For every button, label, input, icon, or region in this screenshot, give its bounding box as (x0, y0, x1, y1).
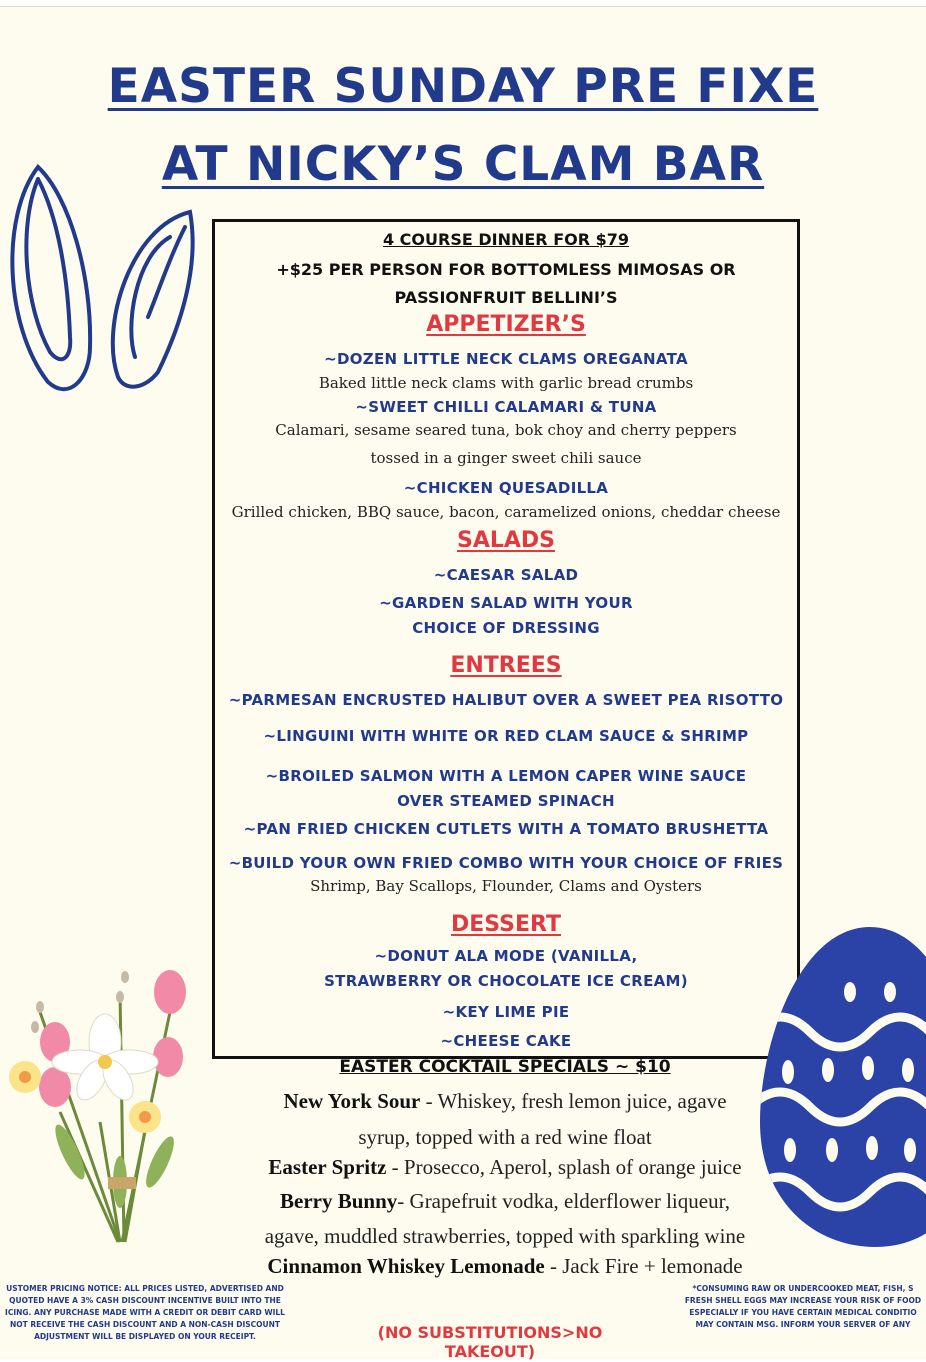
drinks-offer-line-2: PASSIONFRUIT BELLINI’S (394, 288, 618, 307)
pricing-notice-line: ADJUSTMENT WILL BE DISPLAYED ON YOUR RECEIPT. (34, 1332, 256, 1341)
entree-item-3-line-1: ~BROILED SALMON WITH A LEMON CAPER WINE SAUCE (265, 767, 747, 785)
dessert-heading: DESSERT (451, 912, 561, 937)
raw-food-warning (680, 1283, 926, 1331)
cocktail-desc: - Grapefruit vodka, elderflower liqueur, (397, 1189, 730, 1213)
drinks-offer-line-1: +$25 PER PERSON FOR BOTTOMLESS MIMOSAS OR (276, 260, 736, 279)
salad-item-1: ~CAESAR SALAD (433, 566, 579, 584)
raw-warning-line: FRESH SHELL EGGS MAY INCREASE YOUR RISK OF FOOD (684, 1296, 922, 1305)
dessert-item-2: ~KEY LIME PIE (442, 1003, 570, 1021)
dinner-price: 4 COURSE DINNER FOR $79 (382, 230, 630, 249)
cocktail-name: Cinnamon Whiskey Lemonade (267, 1254, 545, 1278)
entree-item-2: ~LINGUINI WITH WHITE OR RED CLAM SAUCE & SHRIMP (263, 727, 749, 745)
entree-item-1: ~PARMESAN ENCRUSTED HALIBUT OVER A SWEET PEA RISOTTO (228, 691, 784, 709)
no-substitutions-notice: (NO SUBSTITUTIONS>NO TAKEOUT) (377, 1323, 603, 1361)
pricing-notice-line: USTOMER PRICING NOTICE: ALL PRICES LISTED, ADVERTISED AND (6, 1284, 284, 1293)
raw-warning-line: *CONSUMING RAW OR UNDERCOOKED MEAT, FISH, S (692, 1284, 914, 1293)
pricing-notice-line: QUOTED HAVE A 3% CASH DISCOUNT INCENTIVE BUILT INTO THE (9, 1296, 281, 1305)
pricing-notice-line: ICING. ANY PURCHASE MADE WITH A CREDIT OR DEBIT CARD WILL (5, 1308, 285, 1317)
dessert-item-1-line-1: ~DONUT ALA MODE (VANILLA, (374, 947, 638, 965)
cocktail-cinnamon-lemonade (200, 1254, 810, 1279)
cocktail-name: Easter Spritz (268, 1155, 387, 1179)
cocktail-new-york-sour-desc-2: syrup, topped with a red wine float (358, 1125, 652, 1149)
bunny-ears-icon (0, 157, 220, 397)
cocktail-berry-bunny (200, 1189, 810, 1214)
appetizers-heading: APPETIZER’S (426, 312, 586, 337)
appetizer-item-1: ~DOZEN LITTLE NECK CLAMS OREGANATA (324, 350, 688, 368)
salads-heading: SALADS (456, 528, 556, 553)
entree-item-5: ~BUILD YOUR OWN FRIED COMBO WITH YOUR CHOICE OF FRIES (228, 854, 784, 872)
salad-item-2-line-1: ~GARDEN SALAD WITH YOUR (379, 594, 633, 612)
entree-item-3-line-2: OVER STEAMED SPINACH (397, 792, 615, 810)
flower-bouquet-icon (0, 952, 230, 1272)
appetizer-item-2-desc-1: Calamari, sesame seared tuna, bok choy and cherry peppers (275, 421, 737, 439)
cocktail-name: New York Sour (283, 1089, 421, 1113)
pricing-notice (0, 1283, 290, 1343)
entree-item-4: ~PAN FRIED CHICKEN CUTLETS WITH A TOMATO BRUSHETTA (243, 820, 769, 838)
title-line-1: EASTER SUNDAY PRE FIXE (107, 59, 819, 114)
dessert-item-3: ~CHEESE CAKE (440, 1032, 572, 1050)
menu-box (212, 219, 800, 1059)
cocktail-easter-spritz (200, 1155, 810, 1180)
entree-item-5-desc: Shrimp, Bay Scallops, Flounder, Clams and Oysters (310, 877, 702, 895)
pricing-notice-line: NOT RECEIVE THE CASH DISCOUNT AND A NON-CASH DISCOUNT (9, 1320, 281, 1329)
dessert-item-1-line-2: STRAWBERRY OR CHOCOLATE ICE CREAM) (324, 972, 688, 990)
menu-page (0, 6, 926, 1359)
raw-warning-line: MAY CONTAIN MSG. INFORM YOUR SERVER OF ANY (695, 1320, 911, 1329)
cocktail-new-york-sour (200, 1089, 810, 1114)
cocktail-name: Berry Bunny (280, 1189, 398, 1213)
cocktail-berry-bunny-desc-2: agave, muddled strawberries, topped with sparkling wine (264, 1224, 746, 1248)
title-line-2: AT NICKY’S CLAM BAR (161, 137, 765, 192)
cocktail-desc: - Prosecco, Aperol, splash of orange juice (386, 1155, 742, 1179)
raw-warning-line: ESPECIALLY IF YOU HAVE CERTAIN MEDICAL CONDITIO (689, 1308, 917, 1317)
appetizer-item-2: ~SWEET CHILLI CALAMARI & TUNA (355, 398, 657, 416)
salad-item-2-line-2: CHOICE OF DRESSING (412, 619, 600, 637)
cocktail-desc: - Whiskey, fresh lemon juice, agave (420, 1089, 727, 1113)
entrees-heading: ENTREES (450, 653, 562, 678)
appetizer-item-3: ~CHICKEN QUESADILLA (403, 479, 609, 497)
cocktail-desc: - Jack Fire + lemonade (544, 1254, 743, 1278)
cocktails-heading: EASTER COCKTAIL SPECIALS ~ $10 (339, 1057, 671, 1077)
appetizer-item-2-desc-2: tossed in a ginger sweet chili sauce (370, 449, 642, 467)
appetizer-item-3-desc: Grilled chicken, BBQ sauce, bacon, caramelized onions, cheddar cheese (231, 503, 781, 521)
appetizer-item-1-desc: Baked little neck clams with garlic bread crumbs (318, 374, 694, 392)
